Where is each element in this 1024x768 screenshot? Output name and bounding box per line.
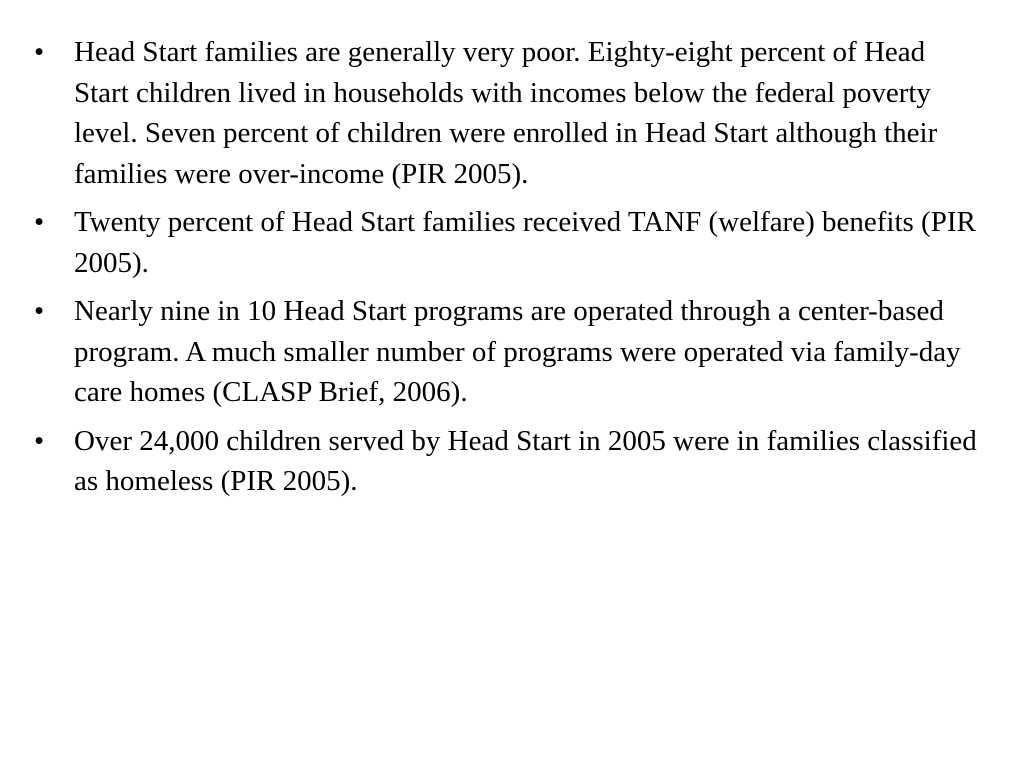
bullet-point-icon: • [34, 206, 45, 238]
bullet-item-tanf [34, 202, 984, 283]
bullet-text: Head Start families are generally very poor. Eighty-eight percent of Head Start children lived in households with incomes below the federal poverty level. Seven percent of children were enrolled in Head Start although their families were over-income (PIR 2005). [74, 36, 938, 190]
bullet-text: Nearly nine in 10 Head Start programs are operated through a center-based program. A much smaller number of programs were operated via family-day care homes (CLASP Brief, 2006). [74, 295, 961, 408]
bullet-text: Over 24,000 children served by Head Start in 2005 were in families classified as homeless (PIR 2005). [74, 424, 977, 497]
bullet-list [34, 32, 984, 510]
bullet-point-icon: • [34, 36, 45, 68]
bullet-point-icon: • [34, 295, 45, 327]
bullet-point-icon: • [34, 424, 45, 457]
bullet-item-center-based [34, 291, 984, 413]
bullet-item-homeless [34, 421, 984, 502]
bullet-text: Twenty percent of Head Start families received TANF (welfare) benefits (PIR 2005). [74, 206, 976, 279]
bullet-item-poverty [34, 32, 984, 194]
